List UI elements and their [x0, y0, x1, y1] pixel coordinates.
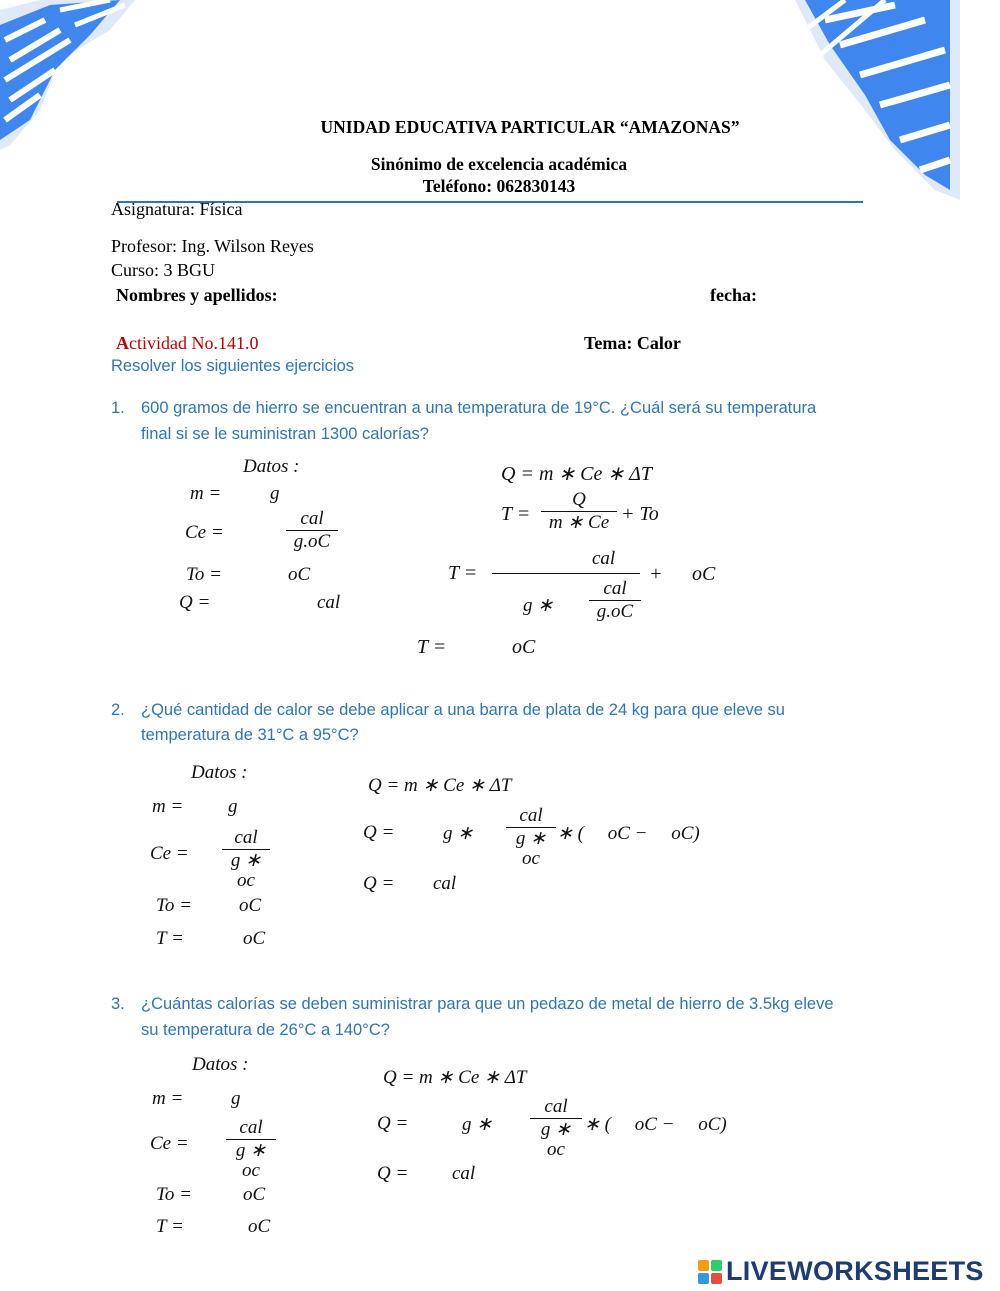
plus-oc: oC	[692, 563, 716, 585]
fraction-numerator: cal	[300, 508, 324, 529]
ce-unit-fraction	[222, 828, 270, 891]
fraction-numerator: cal	[519, 805, 543, 826]
topic-label: Tema: Calor	[584, 333, 681, 353]
delta-t-expression: ∗ ( oC − oC)	[557, 823, 700, 844]
fraction-denominator: g ∗ oc	[515, 828, 547, 869]
fraction-denominator: g ∗ oc	[235, 1140, 267, 1181]
ce-fraction	[506, 806, 556, 869]
course-label: Curso: 3 BGU	[111, 260, 216, 280]
q-result-label: Q =	[377, 1163, 409, 1184]
q-result-unit: cal	[433, 873, 457, 894]
question-line: ¿Qué cantidad de calor se debe aplicar a una barra de plata de 24 kg para que eleve su	[141, 701, 785, 719]
big-fraction-g-star: g ∗	[523, 595, 554, 616]
fraction-numerator: Q	[572, 489, 586, 510]
question-line: ¿Cuántas calorías se deben suministrar para que un pedazo de metal de hierro de 3.5kg eleve	[141, 995, 834, 1013]
to-unit: oC	[243, 1184, 266, 1205]
mass-unit: g	[231, 1088, 241, 1109]
school-name: UNIDAD EDUCATIVA PARTICULAR “AMAZONAS”	[320, 117, 740, 137]
ce-label: Ce =	[150, 1133, 189, 1154]
teacher-label: Profesor: Ing. Wilson Reyes	[111, 236, 314, 256]
inner-fraction	[589, 579, 641, 622]
question-1-continuation: final si se le suministran 1300 calorías?	[141, 425, 429, 443]
question-number: 2.	[111, 701, 125, 719]
q-label: Q =	[179, 592, 211, 613]
ce-fraction	[530, 1097, 582, 1160]
instruction-text: Resolver los siguientes ejercicios	[111, 357, 355, 375]
logo-text: LIVEWORKSHEETS	[726, 1256, 984, 1286]
t-label: T =	[156, 928, 184, 949]
t-unit: oC	[243, 928, 266, 949]
ce-unit-fraction	[226, 1118, 276, 1181]
fraction-denominator: m ∗ Ce	[548, 512, 610, 533]
ce-label: Ce =	[185, 522, 224, 543]
mass-label: m =	[152, 796, 184, 817]
subject-label: Asignatura: Física	[111, 199, 243, 219]
activity-text: ctividad No.141.0	[129, 333, 259, 353]
date-label: fecha:	[710, 285, 757, 305]
fraction-denominator: g.oC	[596, 601, 634, 622]
q-result-label: Q =	[363, 873, 395, 894]
fraction-denominator: g.oC	[293, 531, 331, 552]
fraction-numerator: cal	[234, 827, 258, 848]
mass-label: m =	[190, 483, 222, 504]
activity-label	[116, 333, 258, 354]
to-label: To =	[186, 564, 222, 585]
fraction-numerator: cal	[544, 1096, 568, 1117]
q-substitution-label: Q =	[377, 1113, 409, 1134]
q-result-unit: cal	[452, 1163, 476, 1184]
logo-icon	[698, 1260, 722, 1284]
question-line: 600 gramos de hierro se encuentran a una temperatura de 19°C. ¿Cuál será su temperatura	[141, 399, 817, 417]
delta-t-expression: ∗ ( oC − oC)	[584, 1114, 727, 1135]
heat-formula: Q = m ∗ Ce ∗ ΔT	[368, 775, 512, 796]
question-2-continuation: temperatura de 31°C a 95°C?	[141, 726, 359, 744]
question-number: 1.	[111, 399, 125, 417]
t-result-label: T =	[417, 636, 447, 658]
q-substitution-g: g ∗	[443, 823, 474, 844]
question-3	[111, 991, 834, 1017]
big-fraction-numerator: cal	[592, 548, 616, 569]
fraction-numerator: cal	[603, 578, 627, 599]
plus-to: + To	[621, 503, 659, 525]
names-label: Nombres y apellidos:	[116, 285, 278, 305]
mass-unit: g	[270, 483, 280, 504]
t-unit: oC	[248, 1216, 271, 1237]
mass-label: m =	[152, 1088, 184, 1109]
question-3-continuation: su temperatura de 26°C a 140°C?	[141, 1021, 390, 1039]
heat-formula: Q = m ∗ Ce ∗ ΔT	[501, 463, 652, 485]
ce-label: Ce =	[150, 843, 189, 864]
big-fraction-bar	[492, 573, 640, 574]
t-label: T =	[156, 1216, 184, 1237]
ce-unit-fraction	[286, 509, 338, 552]
datos-heading: Datos :	[192, 1054, 249, 1075]
fraction-numerator: cal	[239, 1117, 263, 1138]
plus-sign: +	[649, 563, 663, 585]
q-substitution-label: Q =	[363, 822, 395, 843]
school-phone: Teléfono: 062830143	[422, 176, 576, 196]
to-unit: oC	[288, 564, 311, 585]
t-substitution-label: T =	[448, 562, 478, 584]
mass-unit: g	[228, 796, 238, 817]
fraction-denominator: g ∗ oc	[230, 850, 262, 891]
datos-heading: Datos :	[191, 762, 248, 783]
q-substitution-g: g ∗	[462, 1114, 493, 1135]
datos-heading: Datos :	[243, 456, 300, 477]
to-unit: oC	[239, 895, 262, 916]
school-motto: Sinónimo de excelencia académica	[370, 154, 628, 174]
t-solve-label: T =	[501, 503, 531, 525]
to-label: To =	[156, 895, 192, 916]
question-number: 3.	[111, 995, 125, 1013]
fraction-denominator: g ∗ oc	[540, 1119, 572, 1160]
to-label: To =	[156, 1184, 192, 1205]
question-2	[111, 697, 785, 723]
t-solve-fraction	[541, 490, 617, 533]
question-1	[111, 395, 817, 421]
activity-initial: A	[116, 333, 129, 353]
q-unit: cal	[317, 592, 341, 613]
t-result-unit: oC	[512, 636, 536, 658]
heat-formula: Q = m ∗ Ce ∗ ΔT	[383, 1067, 527, 1088]
